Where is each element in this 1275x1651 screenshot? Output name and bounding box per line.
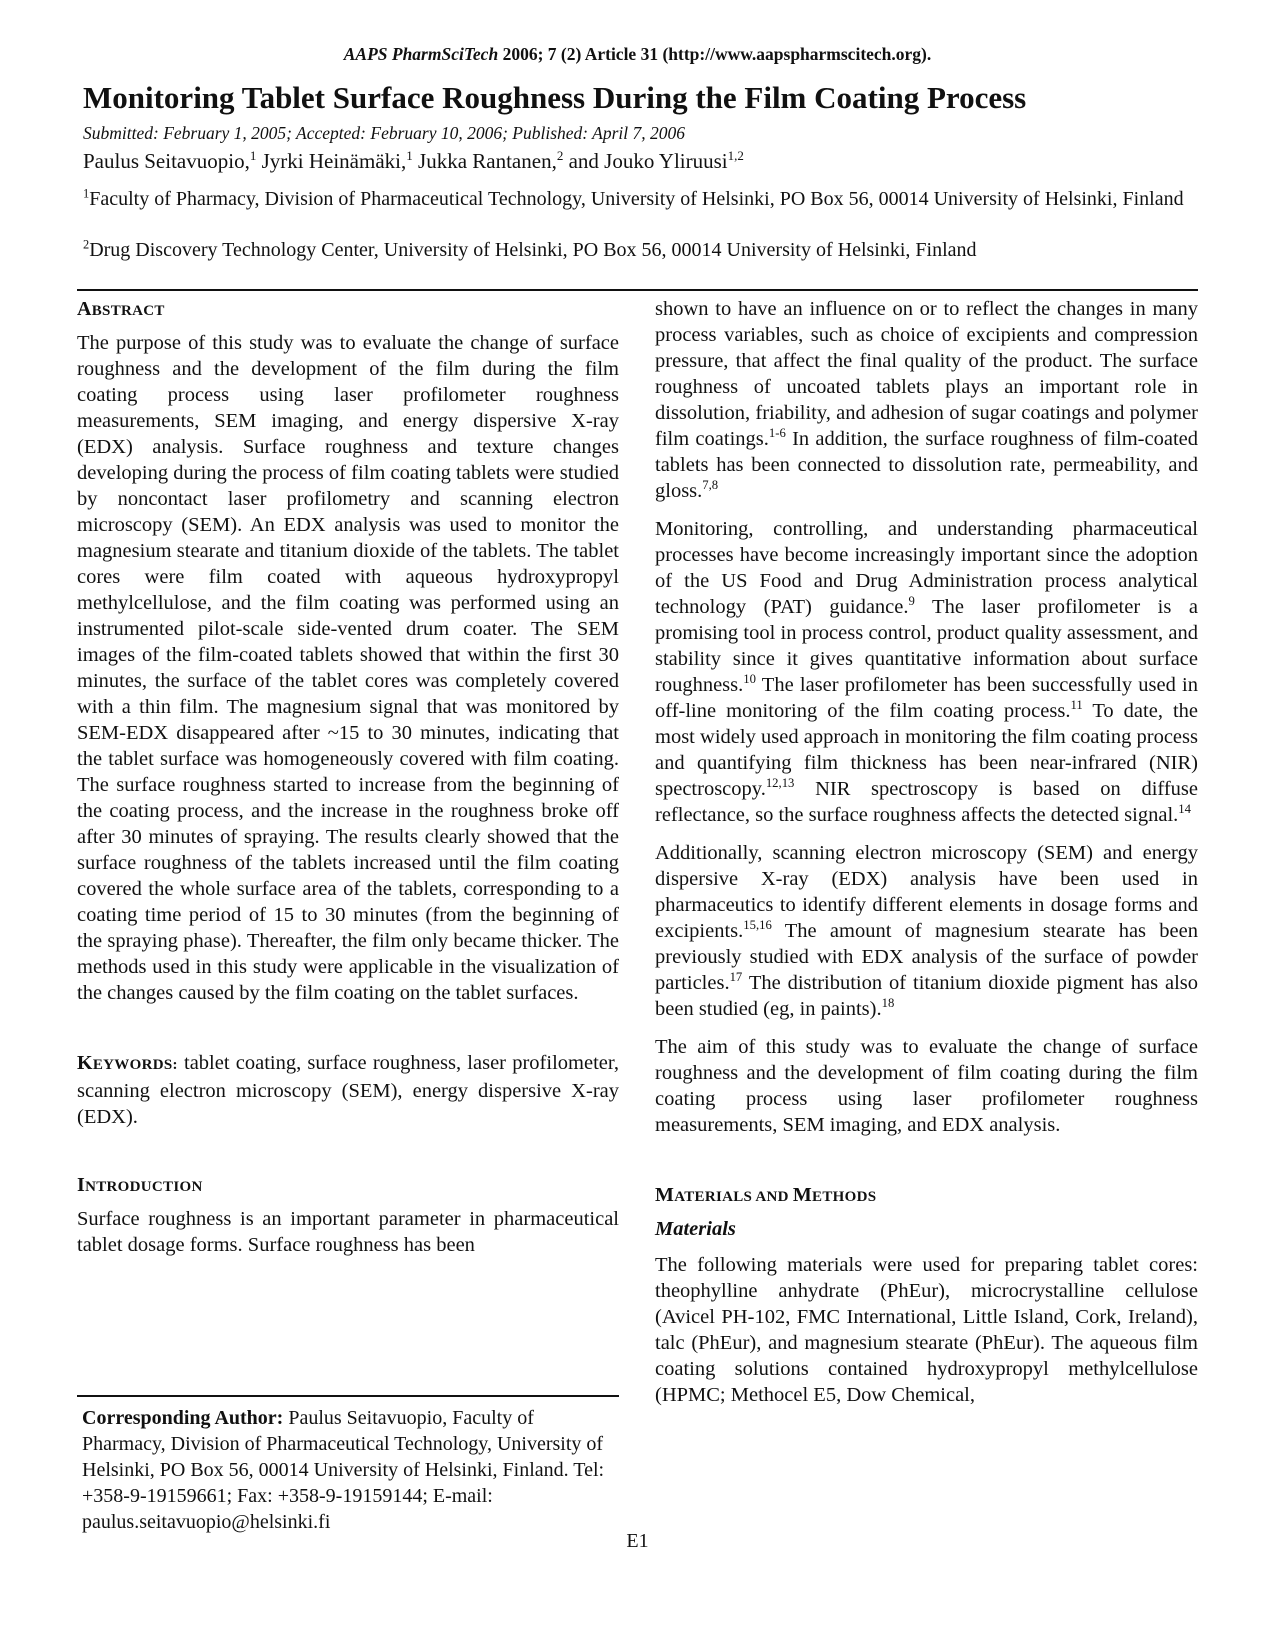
page-number: E1 [626, 1530, 649, 1552]
author-name: Jukka Rantanen, [412, 149, 557, 173]
affiliation-1 [83, 186, 1193, 212]
citation-mark: 15,16 [743, 918, 772, 933]
citation-mark: 11 [1070, 698, 1083, 713]
author-list [83, 149, 744, 174]
materials-text: The following materials were used for preparing tablet cores: theophylline anhydrate (PhEur), microcrystalline cellulose (Avicel PH-102, FMC International, Little Island, Cork, Ireland), talc (PhEur), and magnesium stearate (PhEur). The aqueous film coating solutions contained hydroxypropyl methylcellulose (HPMC; Methocel E5, Dow Chemical, [655, 1254, 1198, 1406]
citation-mark: 12,13 [765, 776, 795, 791]
citation-details: 2006; 7 (2) Article 31 (http://www.aapspharmscitech.org). [498, 44, 932, 64]
citation-mark: 18 [881, 996, 895, 1011]
publication-dates: Submitted: February 1, 2005; Accepted: February 10, 2006; Published: April 7, 2006 [83, 123, 686, 143]
author-name: and Jouko Yliruusi [563, 149, 728, 173]
corresponding-author-footnote [82, 1405, 622, 1535]
footnote-text: Paulus Seitavuopio, Faculty of Pharmacy, Division of Pharmaceutical Technology, University of Helsinki, PO Box 56, 00014 University of Helsinki, Finland. Tel: +358-9-19159661; Fax: +358-9-19159144; E-mail: paulus.seitavuopio@helsinki.fi [82, 1407, 605, 1533]
footnote-divider [77, 1395, 619, 1397]
citation-mark: 10 [743, 672, 756, 687]
author-affil-mark: 1,2 [727, 148, 744, 163]
footnote-label: Corresponding Author: [82, 1407, 284, 1429]
intro-paragraph-1: shown to have an influence on or to reflect the changes in many process variables, such as choice of excipients and compression pressure, that affect the final quality of the product. The surface roughness of uncoated tablets plays an important role in dissolution, friability, and adhesion of sugar coatings and polymer film coatings.$^{1-6}$ In addition, the surface roughness of film-coated tablets has been connected to dissolution rate, permeability, and gloss.$^{7,8}$ [655, 298, 1198, 502]
intro-paragraph-3: Additionally, scanning electron microscopy (SEM) and energy dispersive X-ray (EDX) analysis have been used in pharmaceutics to identify different elements in dosage forms and excipients.$^{15,16}$ The amount of magnesium stearate has been previously studied with EDX analysis of the surface of powder particles.$^{17}$ The distribution of titanium dioxide pigment has also been studied (eg, in paints).$^{18}$ [655, 842, 1198, 1020]
citation-mark: 1-6 [768, 426, 786, 441]
citation-mark: 7,8 [702, 478, 719, 493]
intro-paragraph-4: The aim of this study was to evaluate the change of surface roughness and the development of film coating during the film coating process using laser profilometer roughness measurements, SEM imaging, and EDX analysis. [655, 1036, 1198, 1136]
keywords-label: KEYWORDS: [77, 1052, 178, 1074]
header-divider [77, 289, 1198, 291]
journal-citation [0, 44, 1275, 65]
materials-methods-heading: MATERIALS AND METHODS [655, 1184, 877, 1206]
author-name: Paulus Seitavuopio, [83, 149, 250, 173]
keywords [77, 1050, 619, 1130]
affil-mark: 2 [83, 237, 90, 252]
affil-mark: 1 [83, 186, 90, 201]
citation-mark: 9 [908, 594, 915, 609]
intro-paragraph-2: Monitoring, controlling, and understanding pharmaceutical processes have become increasingly important since the adoption of the US Food and Drug Administration process analytical technology (PAT) guidance.$^9$ The laser profilometer is a promising tool in process control, product quality assessment, and stability since it gives quantitative information about surface roughness.$^{10}$ The laser profilometer has been successfully used in off-line monitoring of the film coating process.$^{11}$ To date, the most widely used approach in monitoring the film coating process and quantifying film thickness has been near-infrared (NIR) spectroscopy.$^{12,13}$ NIR spectroscopy is based on diffuse reflectance, so the surface roughness affects the detected signal.$^{14}$ [655, 518, 1198, 826]
affil-text: Drug Discovery Technology Center, University of Helsinki, PO Box 56, 00014 University of Helsinki, Finland [89, 239, 977, 261]
paper-title: Monitoring Tablet Surface Roughness During the Film Coating Process [83, 80, 1027, 115]
keywords-text: tablet coating, surface roughness, laser profilometer, scanning electron microscopy (SEM), energy dispersive X-ray (EDX). [77, 1052, 619, 1128]
abstract-text: The purpose of this study was to evaluate the change of surface roughness and the development of the film during the film coating process using laser profilometer roughness measurements, SEM imaging, and energy dispersive X-ray (EDX) analysis. Surface roughness and texture changes developing during the process of film coating tablets were studied by noncontact laser profilometry and scanning electron microscopy (SEM). An EDX analysis was used to monitor the magnesium stearate and titanium dioxide of the tablets. The tablet cores were film coated with aqueous hydroxypropyl methylcellulose, and the film coating was performed using an instrumented pilot-scale side-vented drum coater. The SEM images of the film-coated tablets showed that within the first 30 minutes, the surface of the tablet cores was completely covered with a thin film. The magnesium signal that was monitored by SEM-EDX disappeared after ~15 to 30 minutes, indicating that the tablet surface was homogeneously covered with film coating. The surface roughness started to increase from the beginning of the coating process, and the increase in the roughness broke off after 30 minutes of spraying. The results clearly showed that the surface roughness of the tablets increased until the film coating covered the whole surface area of the tablets, corresponding to a coating time period of 15 to 30 minutes (from the beginning of the spraying phase). Thereafter, the film only became thicker. The methods used in this study were applicable in the visualization of the changes caused by the film coating on the tablet surfaces. [77, 332, 619, 1004]
affil-text: Faculty of Pharmacy, Division of Pharmaceutical Technology, University of Helsinki, PO Box 56, 00014 University of Helsinki, Finland [89, 188, 1184, 210]
citation-mark: 14 [1178, 802, 1191, 817]
introduction-text-left: Surface roughness is an important parameter in pharmaceutical tablet dosage forms. Surface roughness has been [77, 1208, 619, 1256]
author-affil-mark: 1 [249, 148, 257, 163]
left-column [77, 296, 619, 1258]
abstract-heading: ABSTRACT [77, 298, 165, 320]
introduction-heading: INTRODUCTION [77, 1174, 203, 1196]
author-name: Jyrki Heinämäki, [256, 149, 407, 173]
author-affil-mark: 2 [556, 148, 564, 163]
materials-subheading: Materials [655, 1218, 736, 1240]
affiliation-2 [83, 237, 1193, 263]
right-column [655, 296, 1198, 1408]
citation-mark: 17 [729, 970, 743, 985]
journal-name: AAPS PharmSciTech [343, 44, 499, 64]
author-affil-mark: 1 [406, 148, 413, 163]
